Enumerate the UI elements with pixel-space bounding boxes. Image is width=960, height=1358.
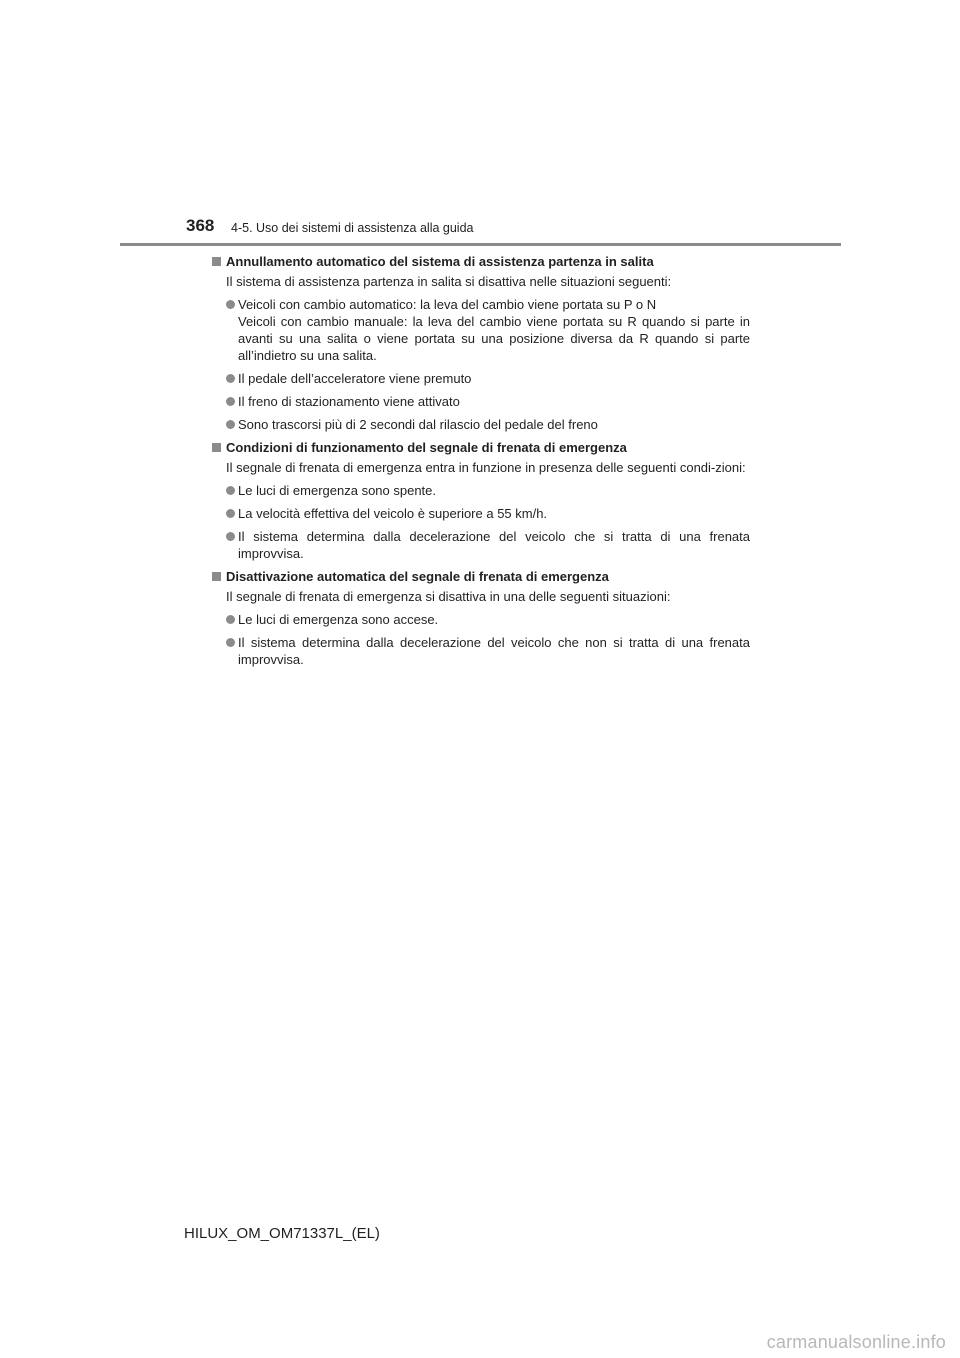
square-bullet-icon — [212, 572, 221, 581]
round-bullet-icon — [226, 486, 235, 495]
round-bullet-icon — [226, 638, 235, 647]
list-item — [212, 528, 750, 562]
section-heading-text: Condizioni di funzionamento del segnale di frenata di emergenza — [226, 440, 627, 455]
round-bullet-icon — [226, 374, 235, 383]
list-item-text: Il sistema determina dalla decelerazione del veicolo che si tratta di una frenata improvvisa. — [238, 529, 750, 561]
round-bullet-icon — [226, 615, 235, 624]
manual-code: HILUX_OM_OM71337L_(EL) — [184, 1225, 380, 1242]
section-hill-start-cancel — [212, 253, 750, 433]
page-content — [212, 253, 750, 674]
list-item — [212, 370, 750, 387]
section-heading-text: Annullamento automatico del sistema di assistenza partenza in salita — [226, 254, 654, 269]
list-item-text: Le luci di emergenza sono accese. — [238, 612, 439, 627]
header-divider — [120, 243, 841, 246]
square-bullet-icon — [212, 443, 221, 452]
section-heading-text: Disattivazione automatica del segnale di frenata di emergenza — [226, 569, 609, 584]
chapter-title: 4-5. Uso dei sistemi di assistenza alla guida — [231, 221, 474, 235]
list-item-text: Il pedale dell’acceleratore viene premuto — [238, 371, 472, 386]
section-heading — [212, 439, 750, 456]
section-intro: Il sistema di assistenza partenza in salita si disattiva nelle situazioni seguenti: — [226, 274, 672, 289]
list-item-text: Sono trascorsi più di 2 secondi dal rilascio del pedale del freno — [238, 417, 598, 432]
list-item — [212, 611, 750, 628]
section-heading — [212, 253, 750, 270]
list-item — [212, 634, 750, 668]
list-item — [212, 416, 750, 433]
list-item-text: Il freno di stazionamento viene attivato — [238, 394, 460, 409]
list-item — [212, 505, 750, 522]
section-emergency-brake-signal-deactivation — [212, 568, 750, 668]
list-item-text: Il sistema determina dalla decelerazione del veicolo che non si tratta di una frenata improvvisa. — [238, 635, 750, 667]
section-emergency-brake-signal-conditions — [212, 439, 750, 562]
list-item — [212, 296, 750, 364]
section-intro: Il segnale di frenata di emergenza entra in funzione in presenza delle seguenti condi-zioni: — [226, 460, 746, 475]
square-bullet-icon — [212, 257, 221, 266]
list-item — [212, 393, 750, 410]
section-heading — [212, 568, 750, 585]
section-intro: Il segnale di frenata di emergenza si disattiva in una delle seguenti situazioni: — [226, 589, 671, 604]
round-bullet-icon — [226, 532, 235, 541]
round-bullet-icon — [226, 397, 235, 406]
list-item — [212, 482, 750, 499]
round-bullet-icon — [226, 300, 235, 309]
round-bullet-icon — [226, 509, 235, 518]
list-item-text: Le luci di emergenza sono spente. — [238, 483, 437, 498]
watermark: carmanualsonline.info — [766, 1332, 946, 1352]
round-bullet-icon — [226, 420, 235, 429]
list-item-text: Veicoli con cambio manuale: la leva del cambio viene portata su R quando si parte in avanti su una salita o viene portata su una posizione diversa da R quando si parte all’indietro su una salita. — [238, 314, 750, 363]
page-number: 368 — [186, 216, 215, 235]
list-item-text: Veicoli con cambio automatico: la leva del cambio viene portata su P o N — [238, 297, 657, 312]
list-item-text: La velocità effettiva del veicolo è superiore a 55 km/h. — [238, 506, 548, 521]
